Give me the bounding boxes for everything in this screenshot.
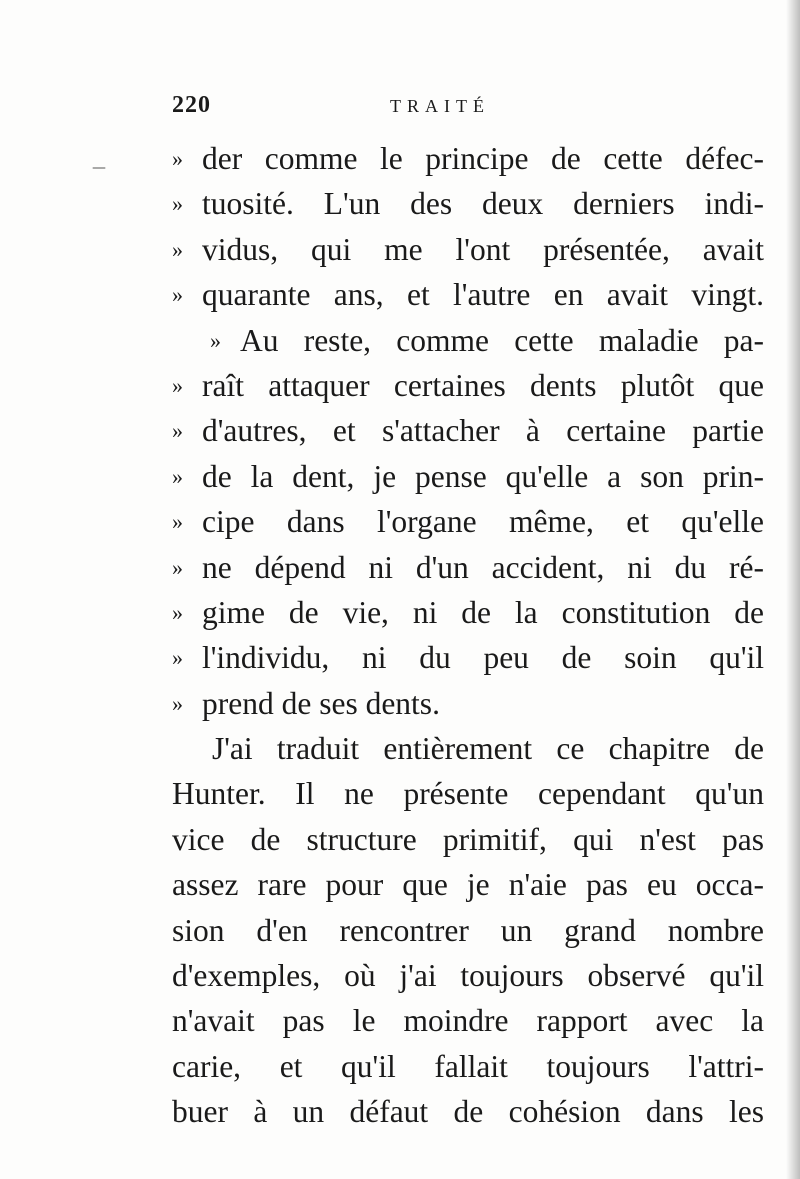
text-line <box>172 318 764 363</box>
line-text: Hunter. Il ne présente cependant qu'un <box>172 776 764 812</box>
line-text: carie, et qu'il fallait toujours l'attri- <box>172 1048 764 1084</box>
text-line <box>172 1044 764 1089</box>
quote-mark: » <box>172 372 183 398</box>
line-text: cipe dans l'organe même, et qu'elle <box>202 504 764 540</box>
quote-mark: » <box>172 645 183 671</box>
quote-mark: » <box>172 418 183 444</box>
text-line <box>172 635 764 680</box>
text-line <box>172 953 764 998</box>
running-head: TRAITÉ <box>390 96 490 116</box>
text-line <box>172 590 764 635</box>
text-line <box>172 363 764 408</box>
line-text: assez rare pour que je n'aie pas eu occa- <box>172 867 764 903</box>
quote-mark: » <box>172 690 183 716</box>
text-line <box>172 817 764 862</box>
line-text: der comme le principe de cette défec- <box>202 141 764 176</box>
line-text: tuosité. L'un des deux derniers indi- <box>202 186 764 222</box>
text-line <box>172 771 764 816</box>
line-text: n'avait pas le moindre rapport avec la <box>172 1003 764 1039</box>
text-line <box>172 998 764 1043</box>
quote-mark: » <box>172 599 183 625</box>
line-text: l'individu, ni du peu de soin qu'il <box>202 640 764 676</box>
line-text: d'exemples, où j'ai toujours observé qu'il <box>172 958 764 994</box>
text-line <box>172 408 764 453</box>
quote-mark: » <box>172 146 183 171</box>
line-text: quarante ans, et l'autre en avait vingt. <box>202 277 764 313</box>
text-line <box>172 862 764 907</box>
text-line <box>172 545 764 590</box>
quote-mark: » <box>172 191 183 217</box>
line-text: buer à un défaut de cohésion dans les <box>172 1094 764 1130</box>
text-line <box>172 227 764 272</box>
quote-mark: » <box>172 236 183 262</box>
line-text: d'autres, et s'attacher à certaine partie <box>202 413 764 449</box>
line-text: de la dent, je pense qu'elle a son prin- <box>202 458 764 494</box>
quote-mark: » <box>172 509 183 535</box>
line-text: gime de vie, ni de la constitution de <box>202 594 764 630</box>
line-text: prend de ses dents. <box>202 685 440 721</box>
line-text: Au reste, comme cette maladie pa- <box>240 322 764 358</box>
text-line <box>172 272 764 317</box>
line-text: vidus, qui me l'ont présentée, avait <box>202 231 764 267</box>
line-text: J'ai traduit entièrement ce chapitre de <box>212 731 764 767</box>
text-line <box>172 681 764 726</box>
quote-mark: » <box>172 554 183 580</box>
page-header <box>172 92 762 128</box>
text-line <box>172 454 764 499</box>
line-text: vice de structure primitif, qui n'est pas <box>172 821 764 857</box>
margin-dash-mark: — <box>92 160 106 176</box>
text-line <box>172 136 764 181</box>
line-text: raît attaquer certaines dents plutôt que <box>202 367 764 403</box>
line-text: sion d'en rencontrer un grand nombre <box>172 912 764 948</box>
page-number: 220 <box>172 92 211 118</box>
text-line <box>172 1089 764 1134</box>
line-text: ne dépend ni d'un accident, ni du ré- <box>202 549 764 585</box>
quote-mark: » <box>172 463 183 489</box>
text-line <box>172 499 764 544</box>
body-text <box>172 136 764 1135</box>
quote-mark: » <box>210 327 221 353</box>
text-line <box>172 726 764 771</box>
page-edge-shadow <box>786 0 800 1179</box>
text-line <box>172 181 764 226</box>
text-line <box>172 908 764 953</box>
quote-mark: » <box>172 282 183 308</box>
